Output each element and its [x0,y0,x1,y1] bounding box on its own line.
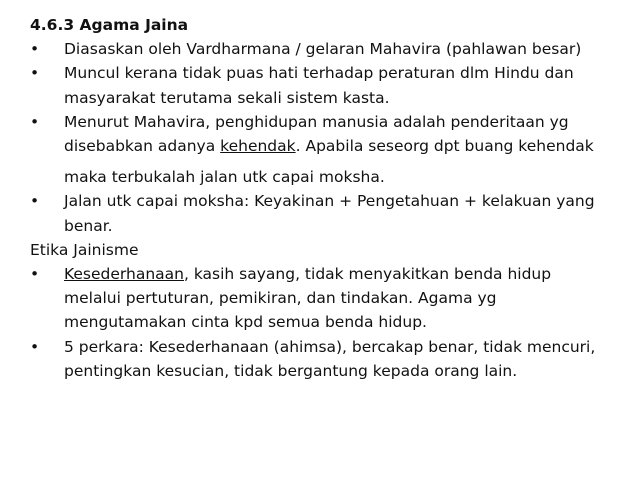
bullet-item [30,262,630,335]
slide-content [30,13,630,383]
text-run: , kasih sayang, tidak menyakitkan benda hidup [183,265,552,284]
bullet-marker: • [30,265,40,284]
bullet-item [30,110,630,190]
underlined-term: kehendak [220,137,296,156]
bullet-text-line: Diasaskan oleh Vardharmana / gelaran Mahavira (pahlawan besar) [64,40,582,59]
underlined-term: Kesederhanaan [64,265,184,284]
text-run: disebabkan adanya [64,137,221,156]
bullet-marker: • [30,337,40,356]
bullet-text-line: Jalan utk capai moksha: Keyakinan + Pengetahuan + kelakuan yang [64,192,595,211]
bullet-marker: • [30,40,40,59]
bullet-marker: • [30,112,40,131]
bullet-item [30,61,630,109]
bullet-text-line: Muncul kerana tidak puas hati terhadap peraturan dlm Hindu dan [64,64,574,83]
bullet-item [30,37,630,61]
subheading: Etika Jainisme [30,240,139,259]
bullet-text-line: benar. [64,216,113,235]
bullet-text-line: masyarakat terutama sekali sistem kasta. [64,88,390,107]
bullet-text-line: pentingkan kesucian, tidak bergantung kepada orang lain. [64,361,518,380]
section-heading: 4.6.3 Agama Jaina [30,16,189,34]
bullet-marker: • [30,64,40,83]
bullet-item [30,335,630,383]
bullet-text-line: maka terbukalah jalan utk capai moksha. [64,168,385,187]
bullet-marker: • [30,192,40,211]
text-run: . Apabila seseorg dpt buang kehendak [295,137,594,156]
bullet-text-line [64,262,630,286]
bullet-text-line: Menurut Mahavira, penghidupan manusia adalah penderitaan yg [64,112,569,131]
bullet-text-line: 5 perkara: Kesederhanaan (ahimsa), bercakap benar, tidak mencuri, [64,337,596,356]
bullet-text-line: melalui pertuturan, pemikiran, dan tindakan. Agama yg [64,289,497,308]
bullet-text-line [64,134,630,158]
bullet-text-line: mengutamakan cinta kpd semua benda hidup. [64,313,427,332]
bullet-item [30,189,630,237]
